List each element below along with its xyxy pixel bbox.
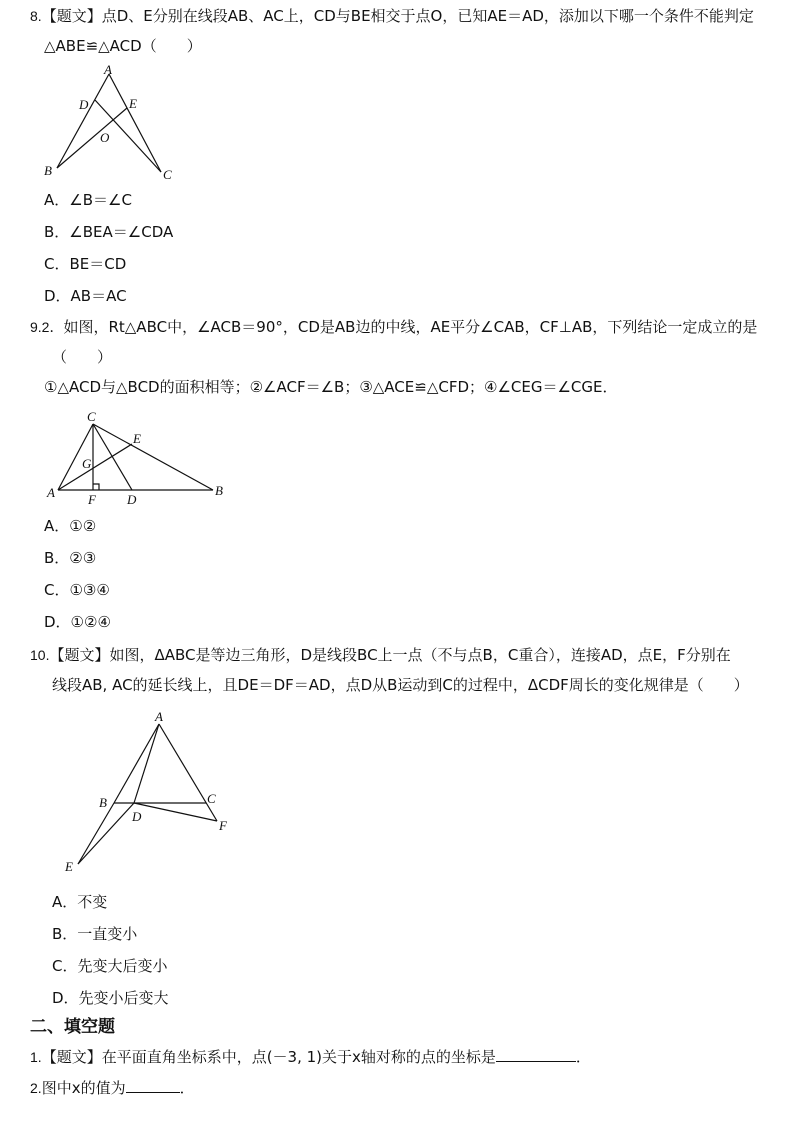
q10-option-d: D．先变小后变大 [52, 989, 169, 1007]
section-title: 二、填空题 [30, 1017, 115, 1037]
fill1-end: ． [575, 1048, 591, 1066]
q9-label-f: F [88, 492, 96, 507]
q10-segment-df [134, 803, 217, 821]
q9-label-a: A [47, 485, 55, 500]
q9-option-a: A．①② [44, 517, 97, 535]
q9-option-c: C．①③④ [44, 581, 110, 599]
q8-figure [40, 62, 180, 184]
q9-option-d: D．①②④ [44, 613, 111, 631]
q10-label-a: A [155, 709, 163, 724]
q10-option-b: B．一直变小 [52, 925, 138, 943]
q10-option-c: C．先变大后变小 [52, 957, 168, 975]
q8-label-o: O [100, 130, 110, 145]
q8-tag: 【题文】 [41, 7, 102, 25]
fill2-text: 图中x的值为 [41, 1079, 126, 1097]
q9-figure [40, 404, 240, 510]
fill1-line [30, 1046, 591, 1067]
q10-option-a: A．不变 [52, 893, 108, 911]
q9-stem-line2: （ ） [52, 348, 113, 366]
q9-label-e: E [133, 431, 141, 446]
q10-label-c: C [207, 791, 216, 806]
fill2-answer-blank[interactable] [126, 1077, 180, 1093]
q9-label-b: B [215, 483, 223, 498]
q9-median-cd [93, 424, 132, 490]
q8-stem-line2: △ABE≌△ACD（ ） [44, 37, 202, 55]
q9-label-d: D [127, 492, 137, 507]
q8-label-d: D [79, 97, 89, 112]
q10-stem-line1 [30, 645, 731, 665]
q10-label-f: F [219, 818, 227, 833]
q9-bisector-ae [58, 444, 132, 490]
q10-stem: 如图，ΔABC是等边三角形，D是线段BC上一点（不与点B，C重合），连接AD，点E，F分别在 [109, 646, 731, 664]
q10-segment-ad [134, 724, 159, 803]
q10-figure [56, 704, 246, 878]
q8-option-c: C．BE＝CD [44, 255, 127, 273]
q9-number: 9.2． [30, 319, 64, 335]
fill1-text: 在平面直角坐标系中，点(－3, 1)关于x轴对称的点的坐标是 [101, 1048, 496, 1066]
q8-option-b: B．∠BEA＝∠CDA [44, 223, 174, 241]
q9-right-angle-mark [93, 484, 99, 490]
q8-line-eb [57, 108, 127, 168]
q10-tag: 【题文】 [49, 646, 110, 664]
q8-stem: 点D、E分别在线段AB、AC上，CD与BE相交于点O，已知AE＝AD，添加以下哪一个条件不能判定 [101, 7, 754, 25]
q9-label-g: G [82, 456, 92, 471]
q8-option-d: D．AB＝AC [44, 287, 127, 305]
fill2-line [30, 1077, 195, 1098]
q10-stem-line2: 线段AB, AC的延长线上，且DE＝DF＝AD，点D从B运动到C的过程中，ΔCDF周长的变化规律是（ ） [52, 676, 749, 694]
q8-option-a: A．∠B＝∠C [44, 191, 132, 209]
fill2-end: ． [179, 1079, 195, 1097]
q9-stem-line1 [30, 317, 757, 337]
fill1-tag: 【题文】 [41, 1048, 102, 1066]
q10-number: 10. [30, 647, 50, 663]
q9-stem-line3: ①△ACD与△BCD的面积相等；②∠ACF＝∠B；③△ACE≌△CFD；④∠CEG＝∠CGE． [44, 378, 618, 396]
q8-number: 8. [30, 8, 42, 24]
q8-line-ab [57, 74, 109, 168]
q10-label-e: E [65, 859, 73, 874]
q8-label-a: A [104, 62, 112, 77]
q8-label-b: B [44, 163, 52, 178]
fill2-number: 2. [30, 1080, 42, 1096]
q10-side-ac-extended [159, 724, 217, 821]
q10-side-ab [114, 724, 159, 803]
q10-label-b: B [99, 795, 107, 810]
fill1-number: 1. [30, 1049, 42, 1065]
q9-label-c: C [87, 409, 96, 424]
q9-option-b: B．②③ [44, 549, 97, 567]
q10-segment-be [78, 803, 114, 864]
q8-stem-line1 [30, 6, 754, 26]
q10-label-d: D [132, 809, 142, 824]
q9-stem: 如图，Rt△ABC中，∠ACB＝90°，CD是AB边的中线，AE平分∠CAB，CF⊥AB，下列结论一定成立的是 [63, 318, 758, 336]
fill1-answer-blank[interactable] [496, 1046, 576, 1062]
q8-label-c: C [163, 167, 172, 182]
q10-segment-de [78, 803, 134, 864]
q8-label-e: E [129, 96, 137, 111]
